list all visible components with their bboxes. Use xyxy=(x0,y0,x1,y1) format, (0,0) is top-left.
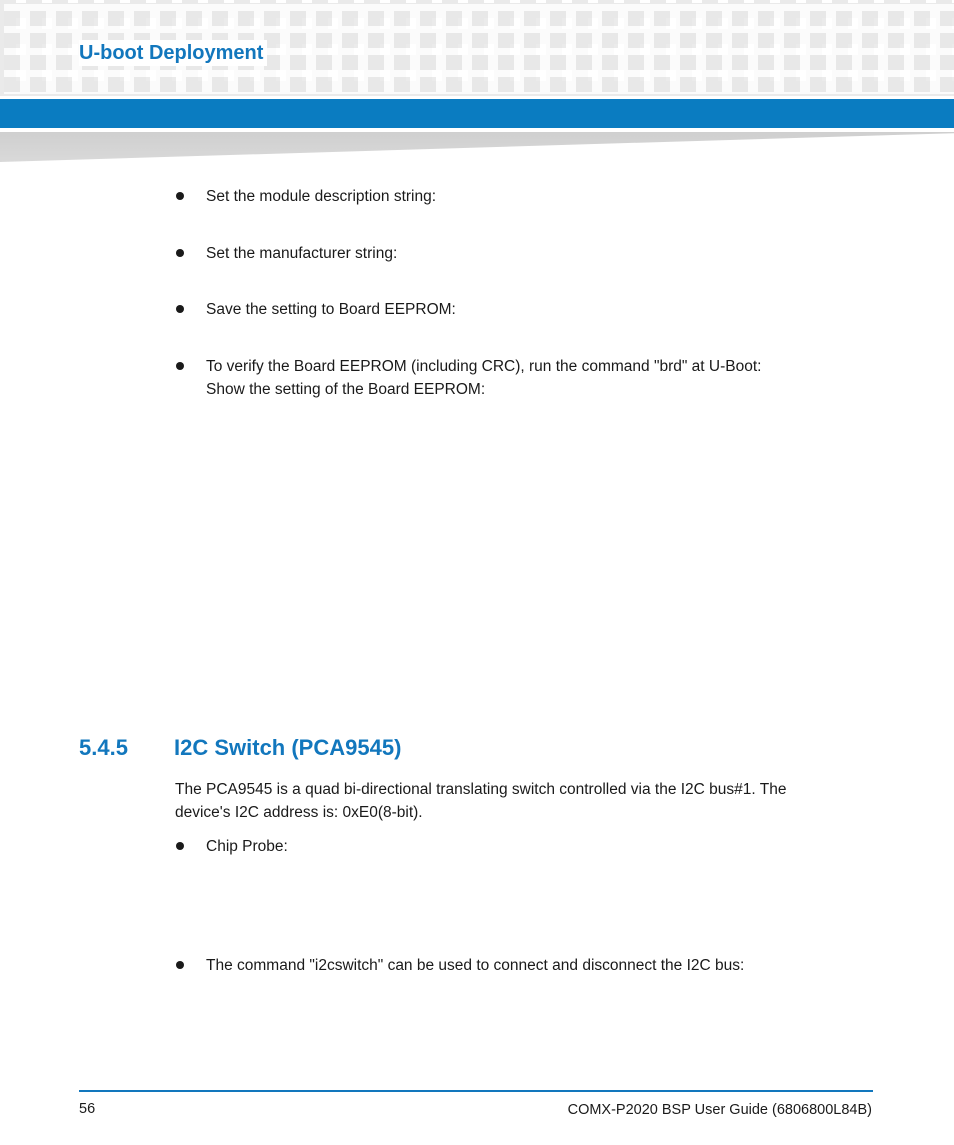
bullet-icon xyxy=(176,249,184,257)
list-item: To verify the Board EEPROM (including CRC), run the command "brd" at U-Boot: xyxy=(206,358,762,375)
footer-divider xyxy=(79,1090,873,1092)
paragraph-line: The PCA9545 is a quad bi-directional translating switch controlled via the I2C bus#1. The xyxy=(175,781,787,798)
header-blue-bar xyxy=(0,99,954,128)
section-number: 5.4.5 xyxy=(79,735,128,760)
bullet-icon xyxy=(176,842,184,850)
bullet-icon xyxy=(176,192,184,200)
list-item-continuation: Show the setting of the Board EEPROM: xyxy=(206,381,486,398)
bullet-icon xyxy=(176,961,184,969)
chapter-title: U-boot Deployment xyxy=(79,40,267,66)
section-paragraph xyxy=(175,778,855,824)
page-number: 56 xyxy=(79,1101,96,1117)
list-item: Chip Probe: xyxy=(206,838,288,855)
bullet-icon xyxy=(176,305,184,313)
document-title: COMX-P2020 BSP User Guide (6806800L84B) xyxy=(567,1102,872,1118)
list-item: Set the module description string: xyxy=(206,188,437,205)
list-item: Save the setting to Board EEPROM: xyxy=(206,301,456,318)
bullet-icon xyxy=(176,362,184,370)
list-item: Set the manufacturer string: xyxy=(206,245,398,262)
section-title: I2C Switch (PCA9545) xyxy=(174,735,402,760)
paragraph-line: device's I2C address is: 0xE0(8-bit). xyxy=(175,804,423,821)
header-gray-wedge xyxy=(0,132,954,162)
list-item: The command "i2cswitch" can be used to connect and disconnect the I2C bus: xyxy=(206,957,745,974)
